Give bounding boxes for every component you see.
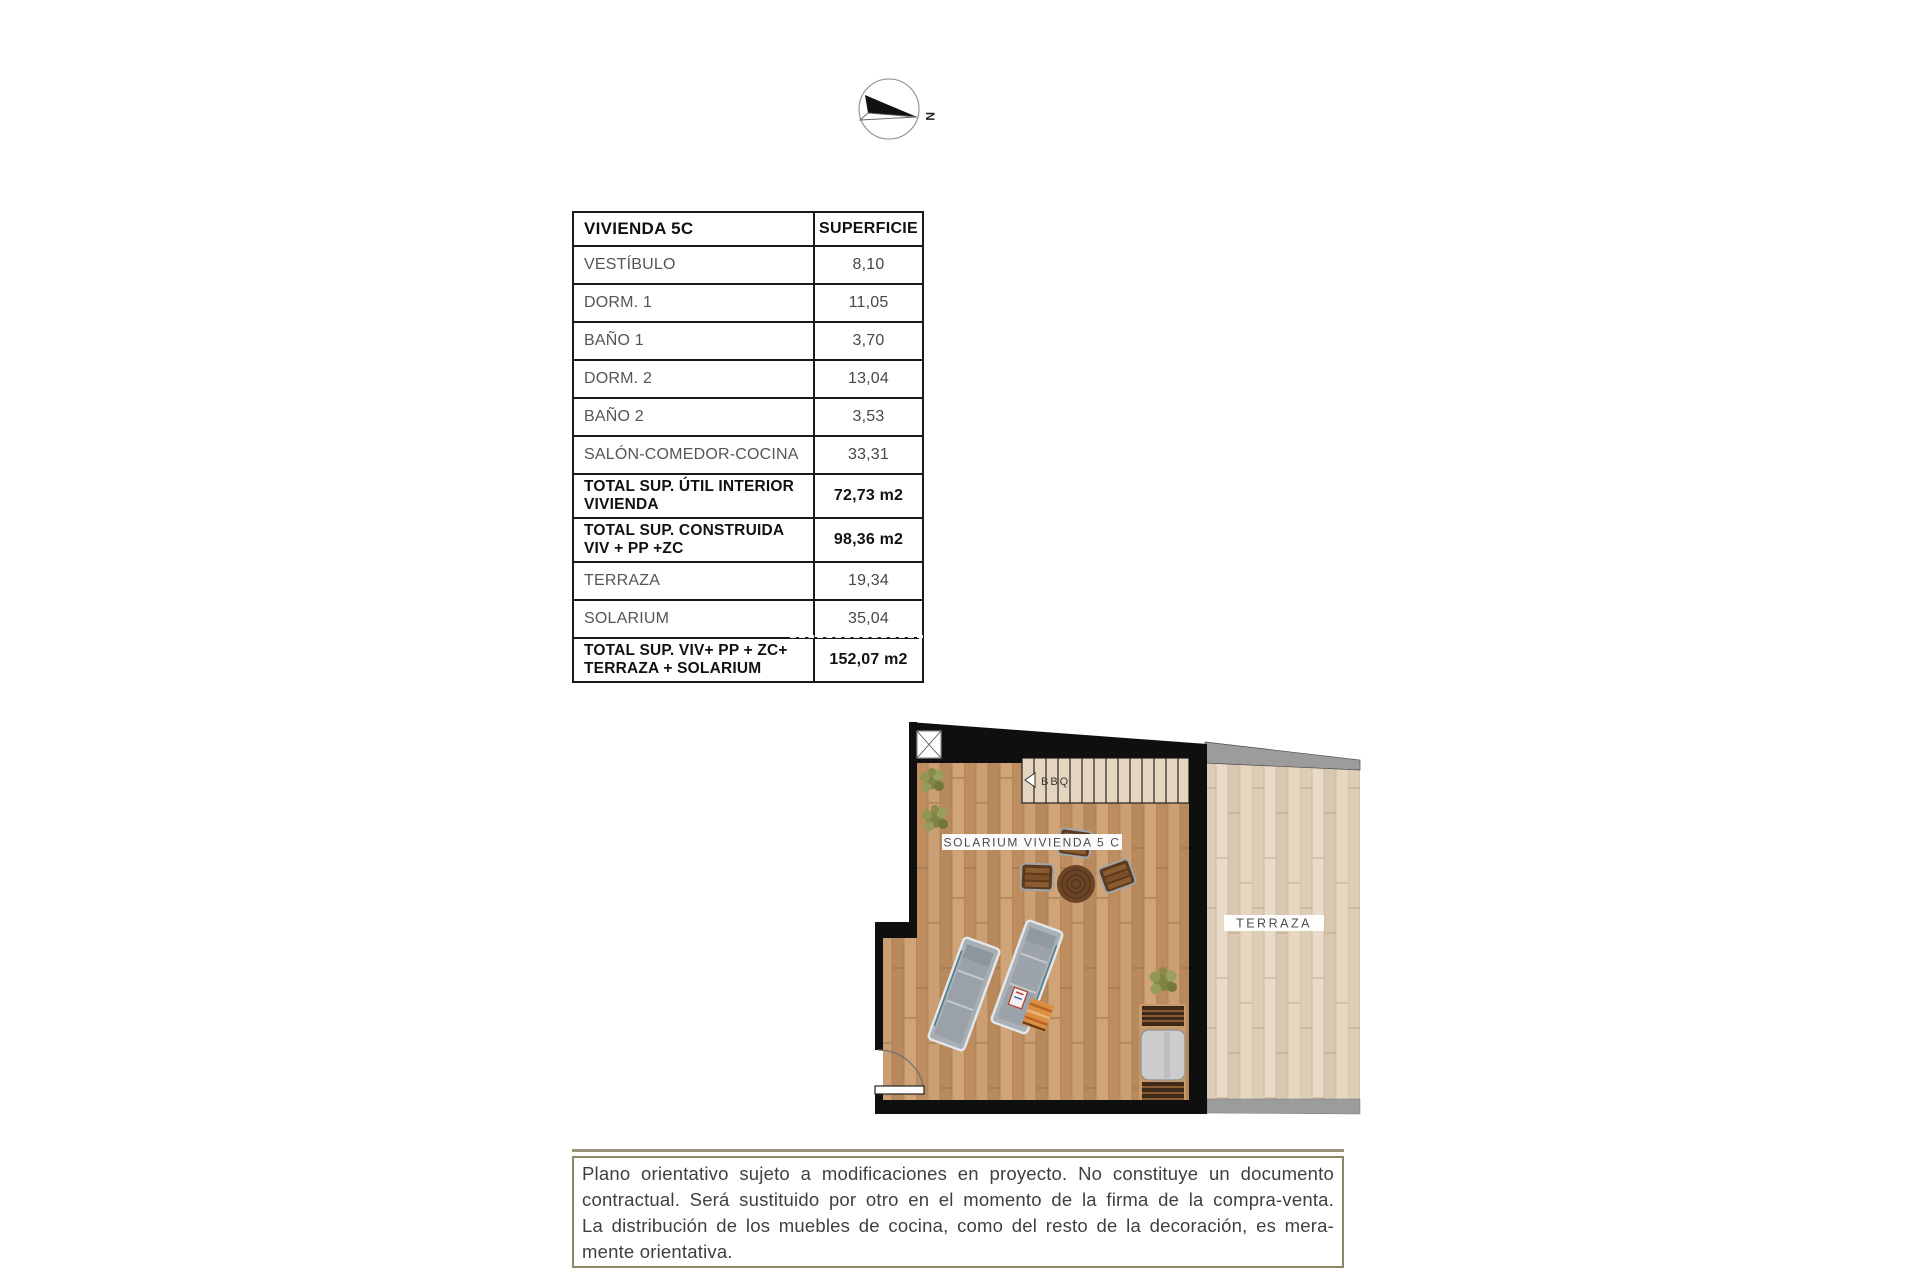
table-row (573, 360, 923, 398)
watermark-dash-vertical (919, 637, 922, 677)
table-row-total (573, 518, 923, 562)
wall-left-lower (875, 922, 883, 1050)
area-table (572, 211, 924, 683)
table-header-row (573, 212, 923, 246)
table-row (573, 398, 923, 436)
shaft-x-icon (917, 731, 941, 758)
disclaimer-line: Plano orientativo sujeto a modificaciones en proyecto. No constituye un documento (582, 1163, 1334, 1184)
bbq-label: BBQ (1041, 776, 1071, 788)
room-area: 3,53 (814, 398, 923, 436)
stairs (1022, 758, 1189, 803)
room-label: VESTÍBULO (573, 246, 814, 284)
total-area: 72,73 m2 (814, 474, 923, 518)
terraza-parapet-bottom (1207, 1099, 1360, 1114)
table-row (573, 562, 923, 600)
total-label: TOTAL SUP. VIV+ PP + ZC+ TERRAZA + SOLARIUM (573, 638, 814, 682)
table-row (573, 600, 923, 638)
disclaimer-line: contractual. Será sustituido por otro en el momento de la firma de la compra-venta. (582, 1189, 1334, 1210)
room-label: SALÓN-COMEDOR-COCINA (573, 436, 814, 474)
room-label: TERRAZA (573, 562, 814, 600)
room-label: DORM. 1 (573, 284, 814, 322)
floor-plan (868, 718, 1364, 1118)
grill (1141, 1030, 1185, 1080)
bbq-area (1139, 1004, 1186, 1106)
room-area: 35,04 (814, 600, 923, 638)
disclaimer-line: mente orientativa. (582, 1241, 733, 1262)
svg-text:SOLARIUM VIVIENDA 5 C: SOLARIUM VIVIENDA 5 C (943, 835, 1121, 850)
room-label: SOLARIUM (573, 600, 814, 638)
table-row (573, 436, 923, 474)
solarium-label (942, 834, 1122, 850)
total-area: 98,36 m2 (814, 518, 923, 562)
room-label: BAÑO 1 (573, 322, 814, 360)
compass-north-label: N (923, 112, 937, 121)
disclaimer-line: La distribución de los muebles de cocina, como del resto de la decoración, es mera- (582, 1215, 1334, 1236)
wall-left-upper (909, 722, 917, 938)
patio-chair (1021, 863, 1054, 890)
table-row (573, 246, 923, 284)
disclaimer-top-rule (572, 1149, 1344, 1152)
round-table (1057, 865, 1095, 903)
table-header-superficie: SUPERFICIE (814, 212, 923, 246)
disclaimer-box (572, 1156, 1344, 1268)
table-row (573, 322, 923, 360)
room-area: 19,34 (814, 562, 923, 600)
table-row (573, 284, 923, 322)
room-label: DORM. 2 (573, 360, 814, 398)
table-row-total (573, 638, 923, 682)
wall-right (1189, 744, 1207, 1114)
room-area: 3,70 (814, 322, 923, 360)
room-label: BAÑO 2 (573, 398, 814, 436)
room-area: 13,04 (814, 360, 923, 398)
wall-bottom (875, 1100, 1207, 1114)
room-area: 33,31 (814, 436, 923, 474)
room-area: 8,10 (814, 246, 923, 284)
door-leaf (875, 1086, 924, 1094)
terraza-label (1224, 915, 1324, 931)
total-label: TOTAL SUP. CONSTRUIDA VIV + PP +ZC (573, 518, 814, 562)
compass-icon (853, 68, 937, 152)
table-row-total (573, 474, 923, 518)
total-label: TOTAL SUP. ÚTIL INTERIOR VIVIENDA (573, 474, 814, 518)
room-area: 11,05 (814, 284, 923, 322)
watermark-dash-horizontal (790, 635, 923, 638)
table-header-unit: VIVIENDA 5C (573, 212, 814, 246)
wall-top (909, 722, 1207, 763)
svg-text:TERRAZA: TERRAZA (1236, 916, 1312, 931)
total-area: 152,07 m2 (814, 638, 923, 682)
